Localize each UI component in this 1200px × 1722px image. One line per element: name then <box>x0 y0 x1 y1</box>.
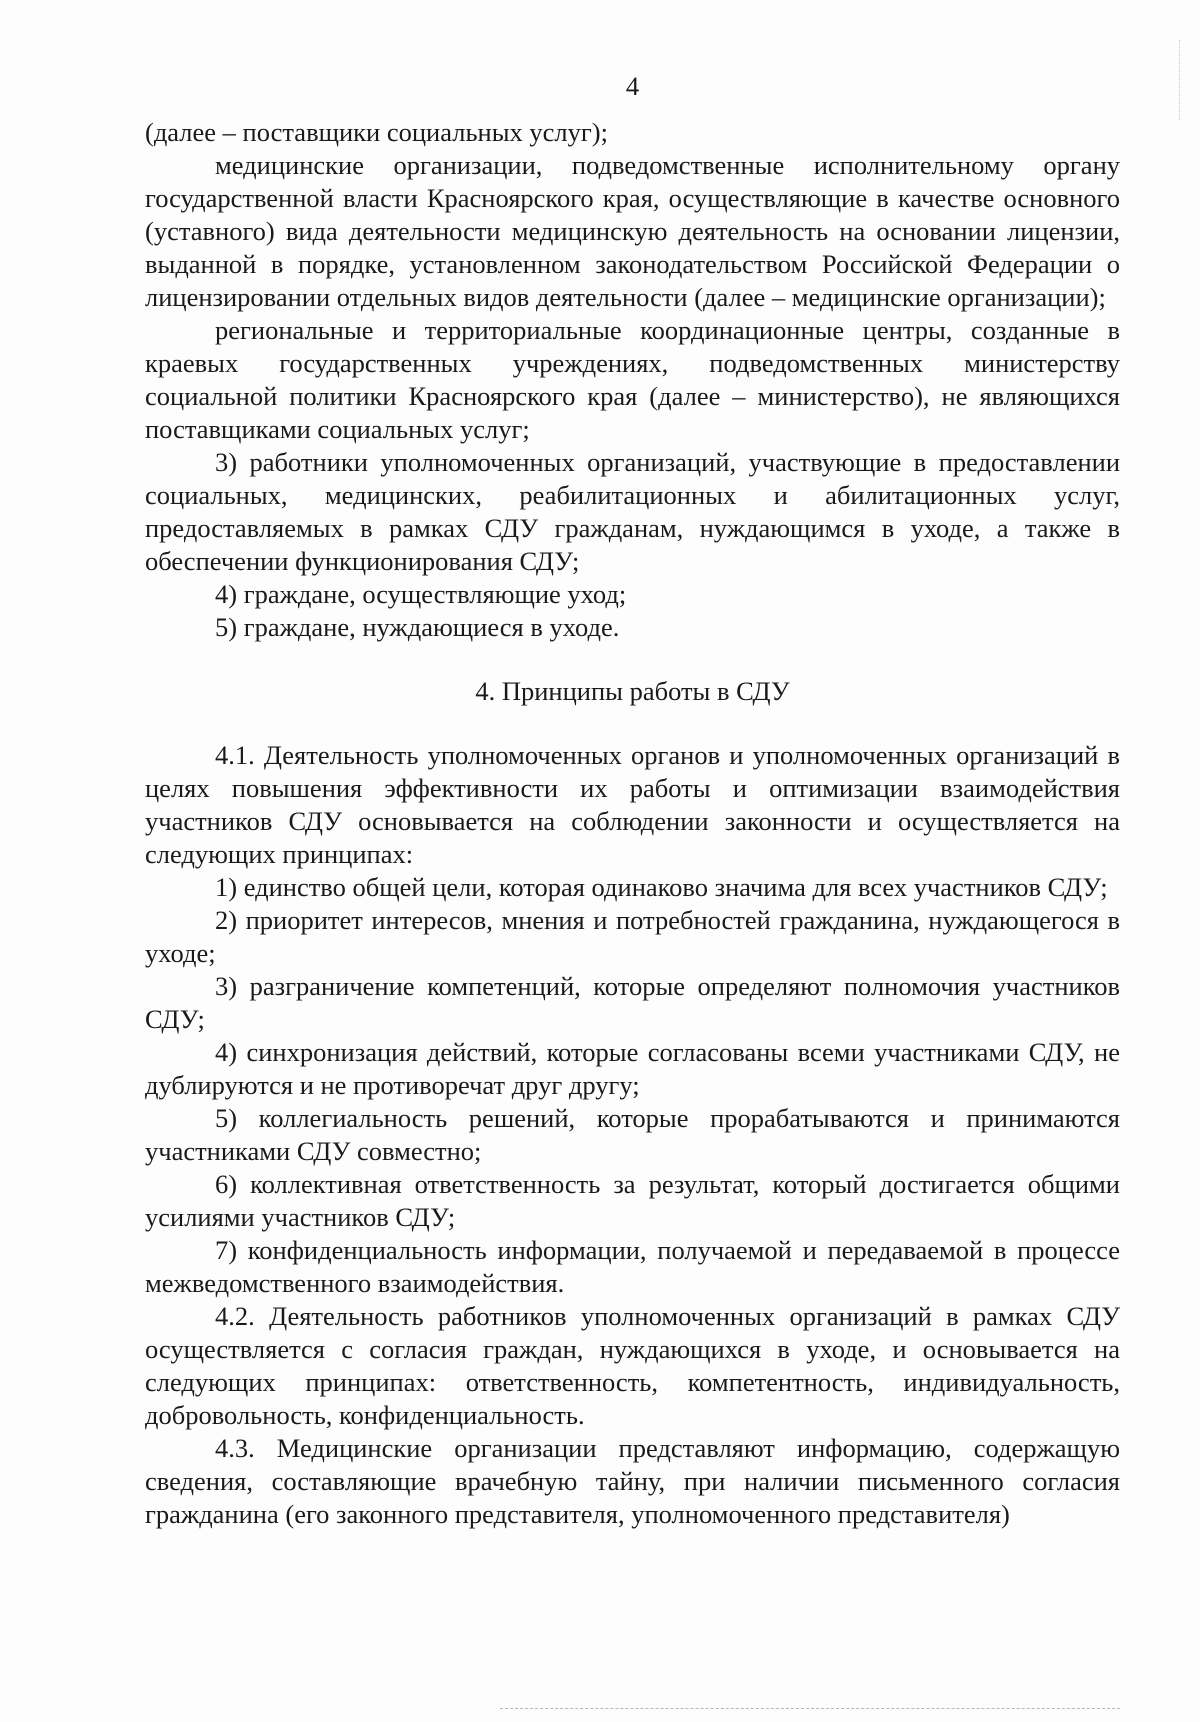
principle-7: 7) конфиденциальность информации, получаемой и передаваемой в процессе межведомственного взаимодействия. <box>145 1235 1120 1298</box>
body-text <box>145 116 1120 1531</box>
principle-4: 4) синхронизация действий, которые согласованы всеми участниками СДУ, не дублируются и не противоречат друг другу; <box>145 1037 1120 1100</box>
principle-3: 3) разграничение компетенций, которые определяют полномочия участников СДУ; <box>145 971 1120 1034</box>
clause-4-1: 4.1. Деятельность уполномоченных органов и уполномоченных организаций в целях повышения эффективности их работы и оптимизации взаимодействия участников СДУ основывается на соблюдении законности и осуществляется на следующих принципах: <box>145 740 1120 869</box>
principle-5: 5) коллегиальность решений, которые прорабатываются и принимаются участниками СДУ совместно; <box>145 1103 1120 1166</box>
principle-2: 2) приоритет интересов, мнения и потребностей гражданина, нуждающегося в уходе; <box>145 905 1120 968</box>
page-number: 4 <box>625 71 640 101</box>
paragraph-medical-organizations: медицинские организации, подведомственные исполнительному органу государственной власти Красноярского края, осуществляющие в качестве основного (уставного) вида деятельности медицинскую деятельность на основании лицензии, выданной в порядке, установленном законодательством Российской Федерации о лицензировании отдельных видов деятельности (далее – медицинские организации); <box>145 150 1120 312</box>
section-heading: 4. Принципы работы в СДУ <box>475 676 790 706</box>
paragraph-coordination-centers: региональные и территориальные координационные центры, созданные в краевых государственных учреждениях, подведомственных министерству социальной политики Красноярского края (далее – министерство), не являющихся поставщиками социальных услуг; <box>145 315 1120 444</box>
list-item-5: 5) граждане, нуждающиеся в уходе. <box>215 612 620 642</box>
clause-4-3: 4.3. Медицинские организации представляют информацию, содержащую сведения, составляющие врачебную тайну, при наличии письменного согласия гражданина (его законного представителя, уполномоченного представителя) <box>145 1433 1120 1529</box>
bottom-edge-line <box>500 1708 1120 1709</box>
clause-4-2: 4.2. Деятельность работников уполномоченных организаций в рамках СДУ осуществляется с согласия граждан, нуждающихся в уходе, и основывается на следующих принципах: ответственность, компетентность, индивидуальность, добровольность, конфиденциальность. <box>145 1301 1120 1430</box>
scan-margin-marks <box>1179 40 1182 120</box>
list-item-3: 3) работники уполномоченных организаций, участвующие в предоставлении социальных, медицинских, реабилитационных и абилитационных услуг, предоставляемых в рамках СДУ гражданам, нуждающимся в уходе, а также в обеспечении функционирования СДУ; <box>145 447 1120 576</box>
paragraph-continuation: (далее – поставщики социальных услуг); <box>145 117 608 147</box>
list-item-4: 4) граждане, осуществляющие уход; <box>215 579 627 609</box>
principle-6: 6) коллективная ответственность за результат, который достигается общими усилиями участников СДУ; <box>145 1169 1120 1232</box>
principle-1: 1) единство общей цели, которая одинаково значима для всех участников СДУ; <box>215 872 1108 902</box>
